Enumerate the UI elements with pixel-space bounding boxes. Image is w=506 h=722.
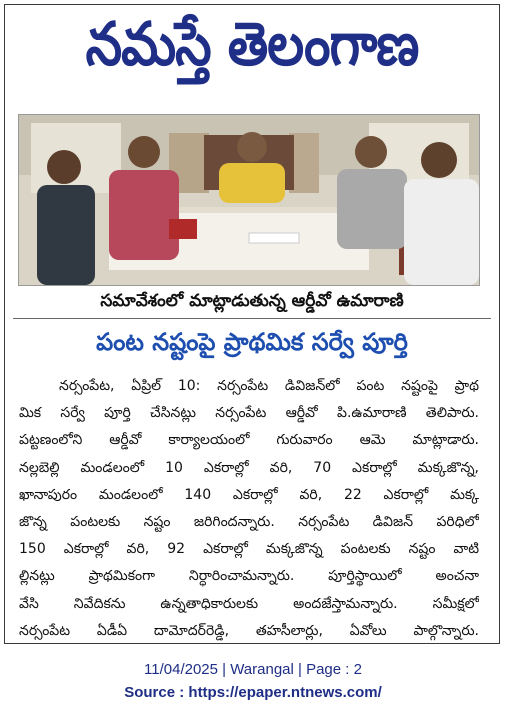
masthead-title: నమస్తే తెలంగాణ (85, 10, 419, 80)
photo-caption: సమావేశంలో మాట్లాడుతున్న ఆర్డీవో ఉమారాణి (100, 291, 404, 311)
footer-date-line: 11/04/2025 | Warangal | Page : 2 (144, 661, 362, 678)
footer-source-line: Source : https://epaper.ntnews.com/ (124, 684, 382, 701)
news-photo (18, 114, 480, 286)
article-line: జొన్న పంటలకు నష్టం జరిగిందన్నారు. నర్సంపేట డివిజన్ పరిధిలో (19, 513, 479, 530)
article-line: వేసి నివేదికను ఉన్నతాధికారులకు అందజేస్తామన్నారు. సమీక్షలో (19, 595, 479, 612)
article-line: 150 ఎకరాల్లో వరి, 92 ఎకరాల్లో మక్కజొన్న పంటలకు నష్టం వాటి (19, 541, 479, 558)
article-line: పట్టణంలోని ఆర్డీవో కార్యాలయంలో గురువారం ఆమె మాట్లాడారు. (19, 432, 479, 449)
clipping-frame (4, 4, 500, 644)
article-body (19, 373, 479, 645)
article-line: ఖానాపురం మండలంలో 140 ఎకరాల్లో వరి, 22 ఎకరాల్లో మక్క (19, 486, 479, 503)
article-line: నల్లబెల్లి మండలంలో 10 ఎకరాల్లో వరి, 70 ఎకరాల్లో మక్కజొన్న, (19, 459, 479, 476)
masthead (5, 11, 499, 93)
meeting-photo-illustration (19, 115, 479, 285)
article-line: నర్సంపేట, ఏప్రిల్ 10: నర్సంపేట డివిజన్‌లో పంట నష్టంపై ప్రాథ (59, 378, 479, 394)
article-line: ల్లినట్లు ప్రాథమికంగా నిర్ధారించామన్నారు. పూర్తిస్థాయిలో అంచనా (19, 568, 479, 585)
article-line: నర్సంపేట ఏడీఏ దామోదర్‌రెడ్డి, తహసీలార్లు, ఏవోలు పాల్గొన్నారు. (19, 622, 479, 639)
article-headline: పంట నష్టంపై ప్రాథమిక సర్వే పూర్తి (96, 328, 408, 356)
article-line: మిక సర్వే పూర్తి చేసినట్లు నర్సంపేట ఆర్డీవో పి.ఉమారాణి తెలిపారు. (19, 405, 479, 422)
caption-divider (13, 318, 491, 319)
